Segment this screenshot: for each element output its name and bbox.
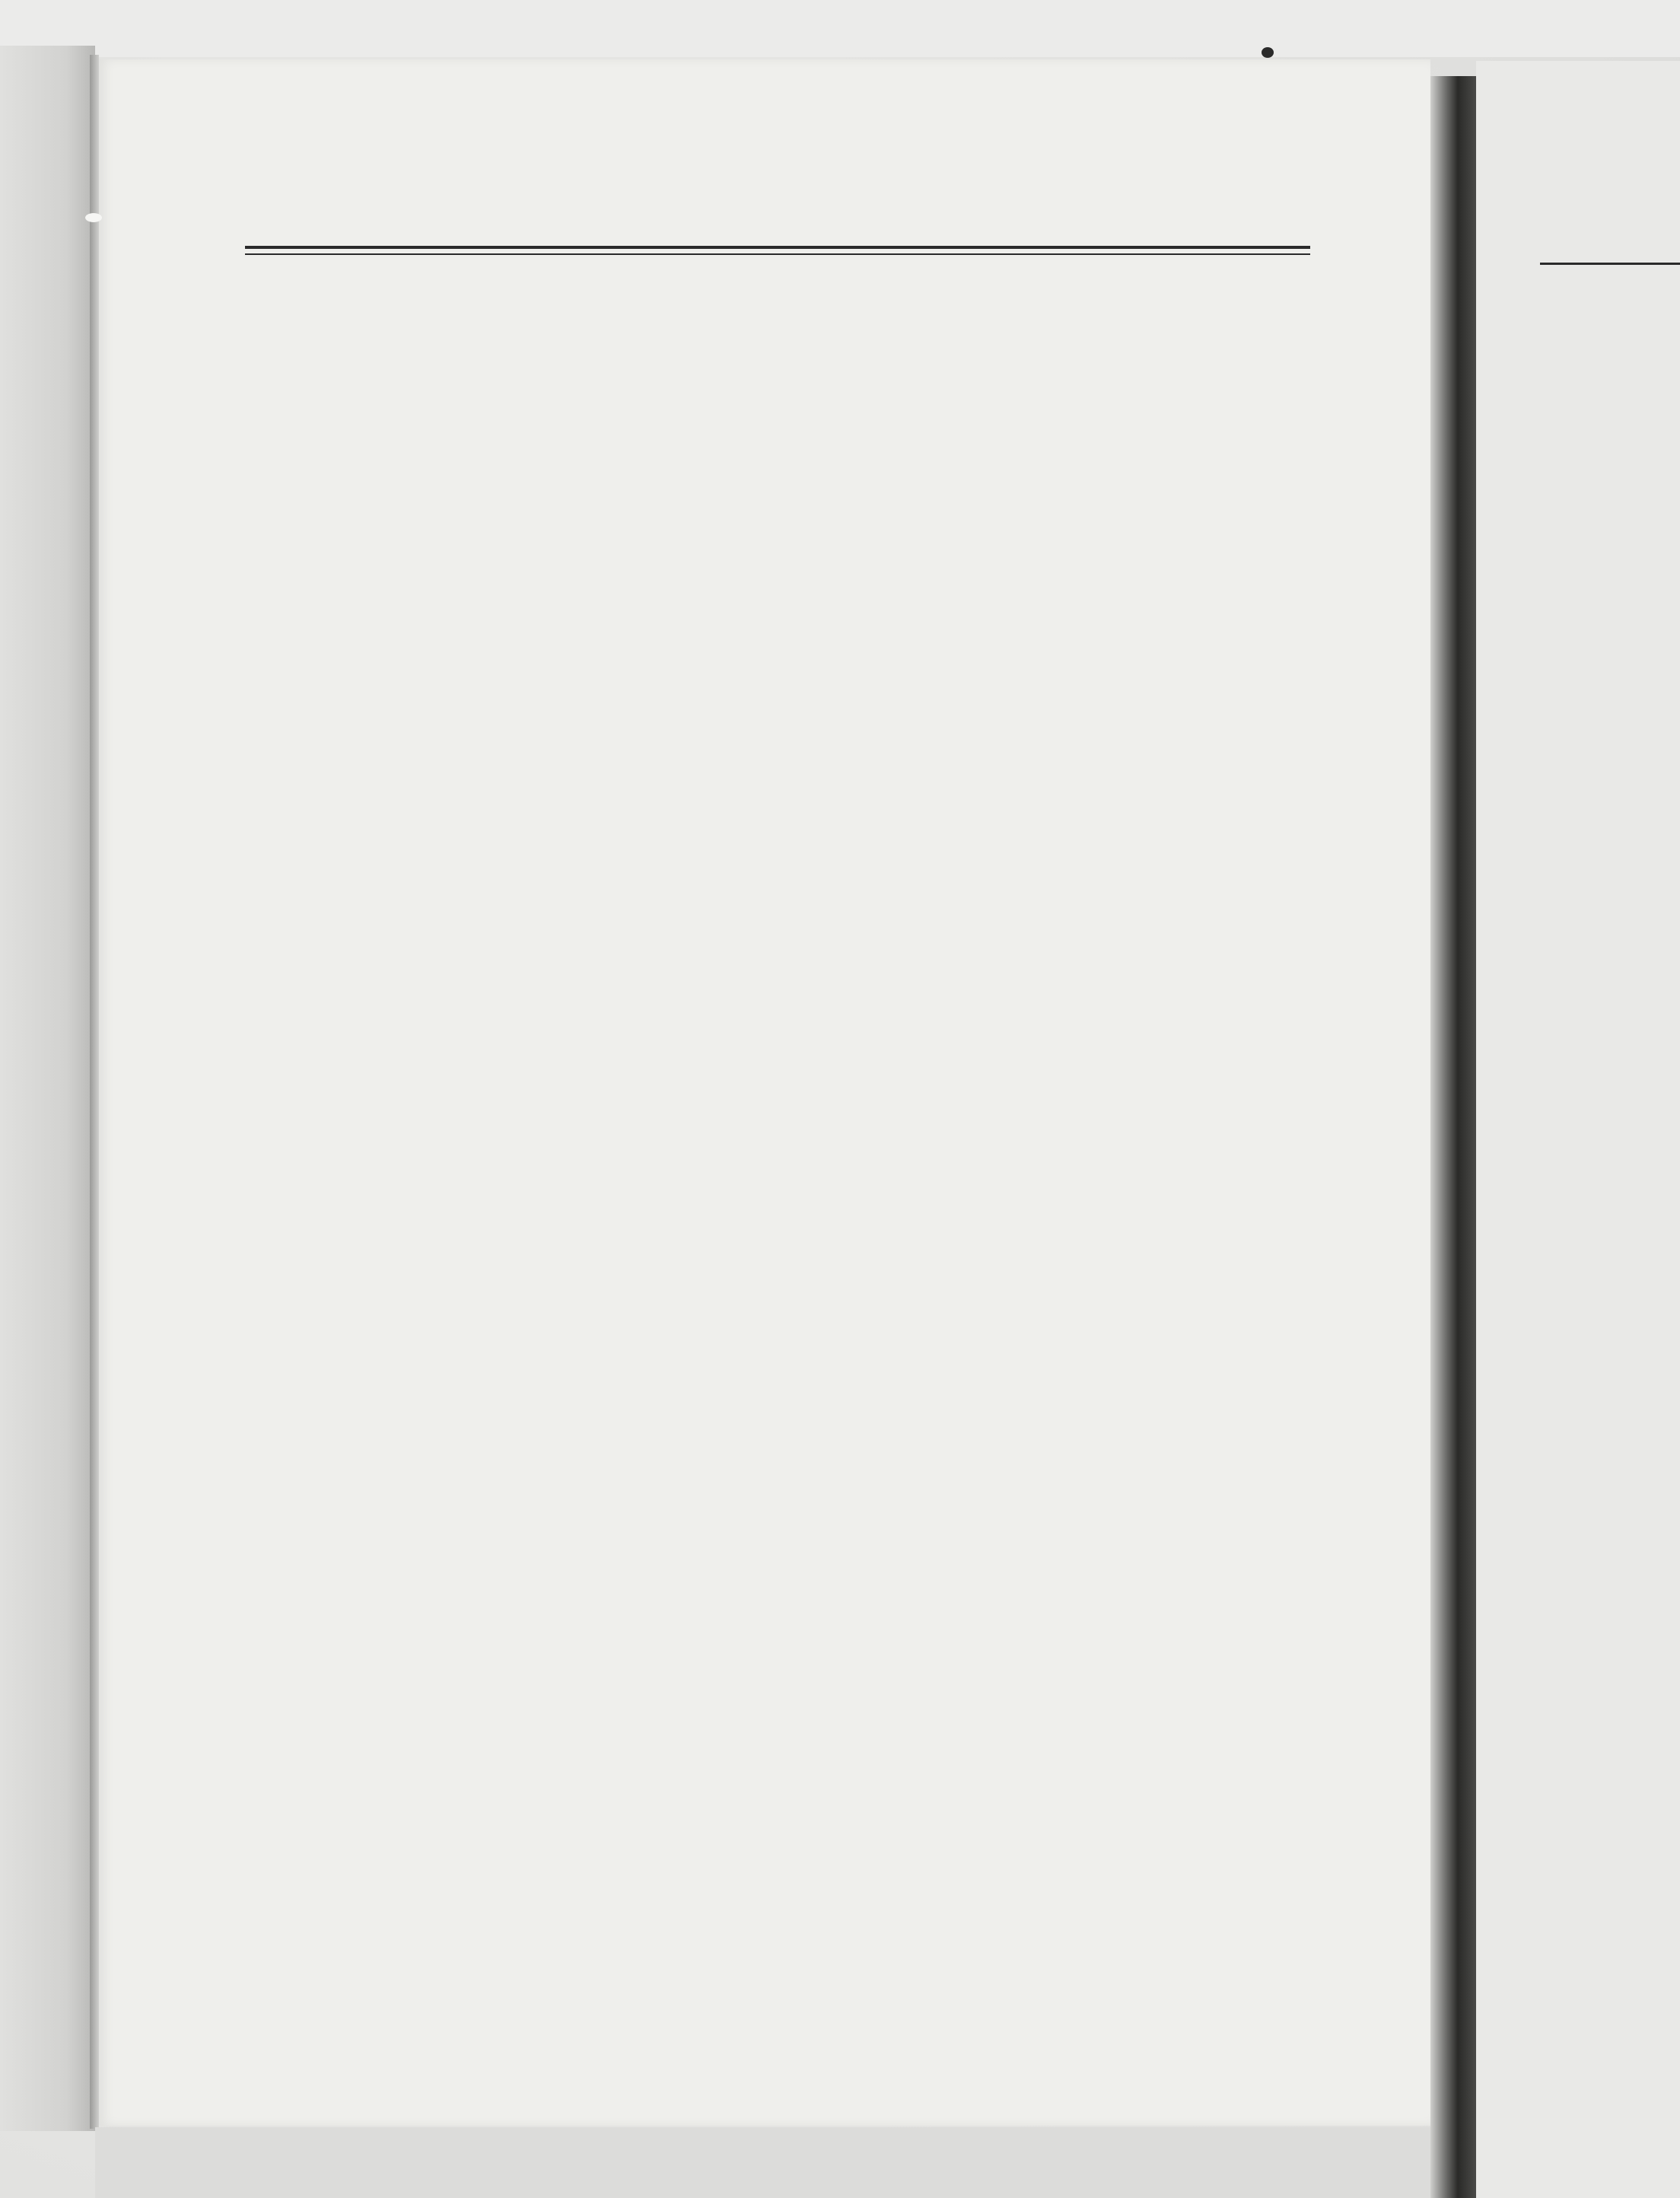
- scan-speck: [1262, 47, 1274, 58]
- scan-bottom-margin: [95, 2127, 1442, 2198]
- header-rule: [245, 253, 1310, 255]
- scan-speck: [85, 213, 102, 222]
- right-page: [1476, 61, 1680, 2198]
- page-stack-edge: [90, 55, 99, 2129]
- left-page: [99, 59, 1430, 2126]
- book-cover-edge: [0, 46, 95, 2131]
- header-rule: [245, 246, 1310, 249]
- scan-top-margin: [0, 0, 1680, 57]
- right-page-header-rule: [1540, 263, 1680, 265]
- book-gutter: [1430, 76, 1476, 2198]
